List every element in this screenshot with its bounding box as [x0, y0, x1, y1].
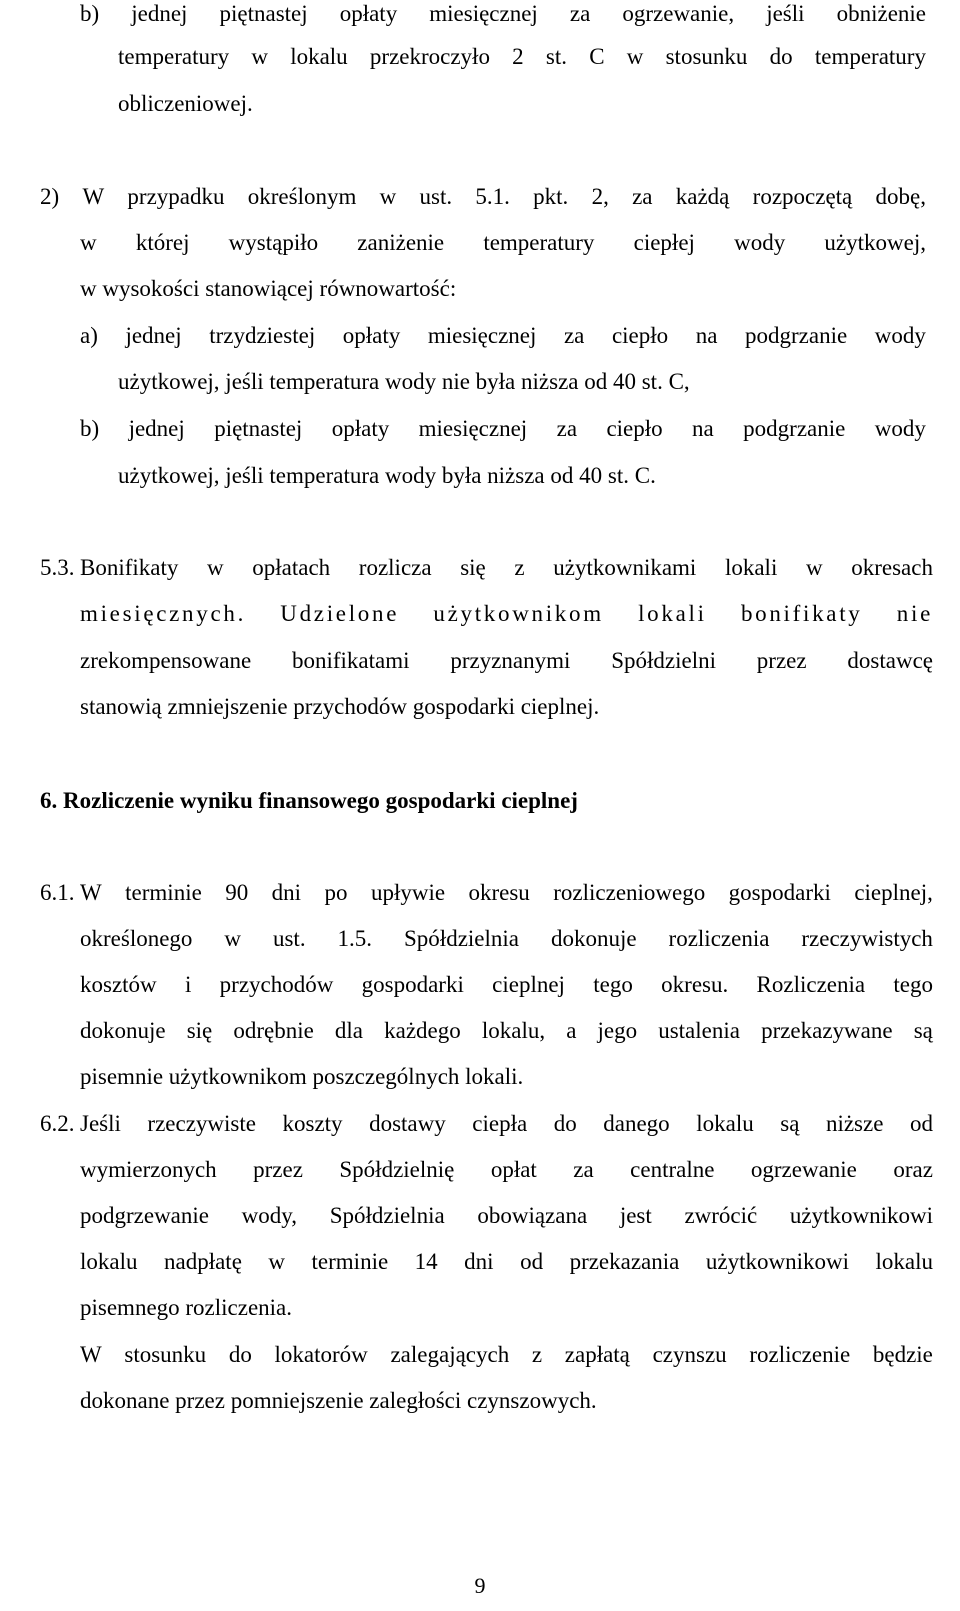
word: opłatach — [252, 555, 331, 580]
text-line — [80, 1156, 933, 1184]
word: się — [460, 555, 486, 580]
word: w — [379, 184, 397, 209]
word: tego — [893, 972, 933, 997]
word: za — [556, 416, 578, 441]
word: miesięcznej — [427, 323, 537, 348]
word: okresach — [851, 555, 933, 580]
word: zalegających — [390, 1342, 510, 1367]
word: dokonuje — [80, 1018, 166, 1043]
word: ciepło — [606, 416, 663, 441]
word: danego — [603, 1111, 670, 1136]
word: ciepło — [611, 323, 669, 348]
word: lokali — [638, 601, 707, 626]
word: rozpoczętą — [752, 184, 853, 209]
word: do — [228, 1342, 252, 1367]
word: pkt. — [533, 184, 569, 209]
word: lokalu — [875, 1249, 933, 1274]
word: cieplnej, — [854, 880, 933, 905]
word: terminie — [125, 880, 202, 905]
word: użytkownikowi — [705, 1249, 849, 1274]
word: 1.5. — [337, 926, 373, 951]
word: ustalenia — [658, 1018, 740, 1043]
word: obowiązana — [477, 1203, 588, 1228]
word: dobę, — [875, 184, 926, 209]
word: zrekompensowane — [80, 648, 252, 673]
word: miesięcznych. — [80, 601, 247, 626]
word: 14 — [414, 1249, 438, 1274]
word: ogrzewanie, — [622, 1, 735, 26]
word: lokalu — [696, 1111, 754, 1136]
word: są — [780, 1111, 800, 1136]
word: od — [520, 1249, 544, 1274]
text-line — [80, 1017, 933, 1045]
word: określonym — [247, 184, 357, 209]
word: b) — [80, 1, 100, 26]
word: gospodarki — [728, 880, 831, 905]
text-line — [80, 925, 933, 953]
word: za — [632, 184, 653, 209]
word: przychodów — [219, 972, 334, 997]
word: użytkownikom — [433, 601, 604, 626]
word: opłaty — [339, 1, 398, 26]
word: opłat — [490, 1157, 537, 1182]
word: ciepła — [472, 1111, 528, 1136]
text-line — [118, 43, 926, 71]
word: a) — [80, 323, 98, 348]
word: są — [913, 1018, 933, 1043]
word: stosunku — [665, 44, 748, 69]
word: ogrzewanie — [750, 1157, 857, 1182]
word: zapłatą — [564, 1342, 630, 1367]
word: czynszu — [652, 1342, 727, 1367]
word: przypadku — [127, 184, 225, 209]
word: wody, — [241, 1203, 298, 1228]
word: terminie — [311, 1249, 389, 1274]
word: i — [184, 972, 192, 997]
word: dni — [271, 880, 302, 905]
word: temperatury — [814, 44, 926, 69]
word: lokalu, — [481, 1018, 546, 1043]
word: W — [82, 184, 105, 209]
text-line — [80, 971, 933, 999]
word: przekazywane — [761, 1018, 893, 1043]
word: W — [80, 1342, 102, 1367]
word: w — [251, 44, 268, 69]
word: 2, — [591, 184, 609, 209]
word: 90 — [225, 880, 249, 905]
text-line: dokonane przez pomniejszenie zaległości czynszowych. — [80, 1388, 597, 1413]
word: użytkowej, — [824, 230, 926, 255]
word: Udzielone — [280, 601, 400, 626]
word: dokonuje — [550, 926, 637, 951]
word: 2) — [40, 184, 60, 209]
word: miesięcznej — [429, 1, 538, 26]
text-line: w wysokości stanowiącej równowartość: — [80, 276, 457, 301]
word: ciepłej — [633, 230, 695, 255]
word: Spółdzielnię — [339, 1157, 455, 1182]
word: każdą — [675, 184, 730, 209]
word: jednej — [131, 1, 188, 26]
word: okresu. — [661, 972, 729, 997]
word: bonifikaty — [740, 601, 863, 626]
word: zwrócić — [684, 1203, 758, 1228]
word: Spółdzielnia — [329, 1203, 445, 1228]
section-heading: 6. Rozliczenie wyniku finansowego gospodarki cieplnej — [40, 788, 578, 813]
word: kosztów — [80, 972, 157, 997]
word: użytkownikami — [553, 555, 697, 580]
word: w — [268, 1249, 286, 1274]
section-number: 6.1. — [40, 880, 75, 905]
word: piętnastej — [219, 1, 308, 26]
word: trzydziestej — [209, 323, 316, 348]
text-line: użytkowej, jeśli temperatura wody nie była niższa od 40 st. C, — [118, 369, 690, 394]
text-line — [80, 1341, 933, 1369]
word: rozliczenie — [749, 1342, 851, 1367]
word: z — [531, 1342, 543, 1367]
word: nie — [896, 601, 933, 626]
word: dni — [464, 1249, 494, 1274]
text-line: stanowią zmniejszenie przychodów gospodarki cieplnej. — [80, 694, 600, 719]
word: jego — [597, 1018, 638, 1043]
word: do — [553, 1111, 577, 1136]
word: podgrzanie — [743, 416, 846, 441]
word: tego — [593, 972, 633, 997]
word: w — [80, 230, 97, 255]
word: niższe — [825, 1111, 884, 1136]
word: za — [573, 1157, 594, 1182]
word: cieplnej — [492, 972, 565, 997]
word: st. — [545, 44, 567, 69]
word: okresu — [468, 880, 530, 905]
word: przez — [756, 648, 807, 673]
word: podgrzewanie — [80, 1203, 209, 1228]
text-line: użytkowej, jeśli temperatura wody była niższa od 40 st. C. — [118, 463, 656, 488]
word: opłaty — [331, 416, 390, 441]
word: w — [805, 555, 823, 580]
word: temperatury — [483, 230, 595, 255]
word: wymierzonych — [80, 1157, 217, 1182]
word: rozliczenia — [668, 926, 770, 951]
word: użytkownikowi — [789, 1203, 933, 1228]
word: w — [207, 555, 224, 580]
word: temperatury — [118, 44, 230, 69]
word: opłaty — [342, 323, 401, 348]
word: stosunku — [124, 1342, 207, 1367]
word: za — [563, 323, 585, 348]
text-line: pisemnego rozliczenia. — [80, 1295, 293, 1320]
text-line: pisemnie użytkownikom poszczególnych lokali. — [80, 1064, 524, 1089]
text-line — [80, 1110, 933, 1138]
word: wody — [734, 230, 786, 255]
word: nadpłatę — [164, 1249, 242, 1274]
word: wody — [874, 416, 926, 441]
section-number: 6.2. — [40, 1111, 75, 1136]
word: podgrzanie — [745, 323, 848, 348]
word: dostawcę — [847, 648, 933, 673]
word: ust. — [419, 184, 453, 209]
word: wystąpiło — [228, 230, 319, 255]
word: rozlicza — [358, 555, 432, 580]
text-line — [80, 879, 933, 907]
word: za — [569, 1, 591, 26]
word: 2 — [512, 44, 524, 69]
word: Rozliczenia — [756, 972, 866, 997]
word: Spółdzielni — [611, 648, 716, 673]
word: zaniżenie — [357, 230, 445, 255]
word: Bonifikaty — [80, 555, 179, 580]
text-line — [80, 322, 926, 350]
text-line — [80, 415, 926, 443]
word: przez — [253, 1157, 303, 1182]
word: b) — [80, 416, 100, 441]
word: przyznanymi — [450, 648, 571, 673]
text-line — [80, 229, 926, 257]
word: centralne — [630, 1157, 715, 1182]
word: rzeczywiste — [147, 1111, 256, 1136]
text-line — [40, 183, 926, 211]
word: jednej — [125, 323, 182, 348]
word: gospodarki — [361, 972, 464, 997]
word: do — [769, 44, 793, 69]
word: dla — [334, 1018, 364, 1043]
word: będzie — [872, 1342, 933, 1367]
word: piętnastej — [214, 416, 303, 441]
word: W — [80, 880, 102, 905]
word: na — [695, 323, 718, 348]
word: w — [224, 926, 242, 951]
text-line — [80, 600, 933, 628]
word: dostawy — [369, 1111, 446, 1136]
text-line: obliczeniowej. — [118, 91, 253, 116]
word: lokalu — [80, 1249, 138, 1274]
text-line — [80, 554, 933, 582]
word: upływie — [370, 880, 446, 905]
word: Jeśli — [80, 1111, 121, 1136]
word: Spółdzielnia — [404, 926, 519, 951]
text-line — [80, 647, 933, 675]
word: każdego — [384, 1018, 461, 1043]
page-number: 9 — [474, 1573, 486, 1598]
word: 5.1. — [475, 184, 510, 209]
word: oraz — [893, 1157, 933, 1182]
word: lokali — [724, 555, 778, 580]
word: miesięcznej — [418, 416, 528, 441]
word: określonego — [80, 926, 193, 951]
word: jest — [619, 1203, 652, 1228]
word: bonifikatami — [291, 648, 410, 673]
word: przekazania — [569, 1249, 680, 1274]
word: od — [909, 1111, 933, 1136]
word: lokatorów — [274, 1342, 368, 1367]
word: jeśli — [766, 1, 805, 26]
text-line — [80, 0, 926, 28]
word: rozliczeniowego — [553, 880, 706, 905]
word: lokalu — [290, 44, 348, 69]
word: na — [692, 416, 714, 441]
word: po — [324, 880, 348, 905]
word: koszty — [282, 1111, 343, 1136]
word: się — [186, 1018, 213, 1043]
word: z — [514, 555, 525, 580]
word: C — [589, 44, 605, 69]
word: obniżenie — [836, 1, 926, 26]
word: ust. — [272, 926, 306, 951]
section-number: 5.3. — [40, 555, 75, 580]
word: której — [135, 230, 190, 255]
word: a — [566, 1018, 577, 1043]
word: rzeczywistych — [801, 926, 933, 951]
word: wody — [874, 323, 926, 348]
word: jednej — [128, 416, 185, 441]
text-line — [80, 1248, 933, 1276]
word: w — [626, 44, 644, 69]
text-line — [80, 1202, 933, 1230]
word: przekroczyło — [369, 44, 490, 69]
word: odrębnie — [233, 1018, 314, 1043]
